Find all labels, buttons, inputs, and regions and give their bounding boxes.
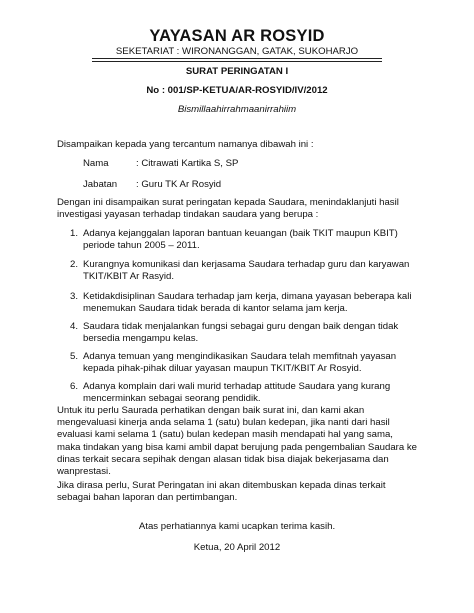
date-line: Ketua, 20 April 2012 [193, 542, 281, 553]
list-item-number: 6. [70, 381, 79, 392]
organization-address: SEKETARIAT : WIRONANGGAN, GATAK, SUKOHARJO [115, 46, 359, 57]
thanks-line: Atas perhatiannya kami ucapkan terima kasih. [138, 521, 336, 532]
list-item-number: 3. [70, 291, 79, 302]
list-item-text: Adanya komplain dari wali murid terhadap attitude Saudara yang kurang mencerminkan sebagai seorang pendidik. [83, 381, 391, 405]
recipient-name-label: Nama [83, 158, 109, 169]
list-item-text: Adanya temuan yang mengindikasikan Saudara telah memfitnah yayasan kepada pihak-pihak diluar yayasan maupun TKIT/KBIT Ar Rosyid. [83, 351, 397, 375]
header-divider [92, 58, 382, 59]
list-item-text: Kurangnya komunikasi dan kerjasama Saudara terhadap guru dan karyawan TKIT/KBIT Ar Rasyid. [83, 259, 410, 283]
cc-paragraph: Jika dirasa perlu, Surat Peringatan ini akan ditembuskan kepada dinas terkait sebagai bahan laporan dan pertimbangan. [57, 480, 386, 504]
list-item-text: Ketidakdisiplinan Saudara terhadap jam kerja, dimana yayasan beberapa kali menemukan Saudara tidak berada di kantor selama jam kerja. [83, 291, 412, 315]
organization-name: YAYASAN AR ROSYID [149, 27, 325, 45]
intro-text: Disampaikan kepada yang tercantum namanya dibawah ini : [57, 139, 314, 150]
opening-paragraph: Dengan ini disampaikan surat peringatan kepada Saudara, menindaklanjuti hasil investigasi yayasan terhadap tindakan saudara yang berupa : [57, 197, 399, 221]
closing-paragraph: Untuk itu perlu Saurada perhatikan dengan baik surat ini, dan kami akan mengevaluasi kinerja anda selama 1 (satu) bulan kedepan, jika nanti dari hasil evaluasi kami selama 1 (satu) bulan kedepan masih mendapati hal yang sama, maka tindakan yang bisa kami ambil dapat berujung pada pengembalian Saudara ke dinas terkait secara sepihak dengan alasan tidak bisa diajak bekerjasama dan wanprestasi. [57, 405, 418, 478]
letter-number: No : 001/SP-KETUA/AR-ROSYID/IV/2012 [146, 85, 328, 96]
header-divider-secondary [92, 61, 382, 62]
letter-title: SURAT PERINGATAN I [185, 66, 289, 77]
list-item-number: 5. [70, 351, 79, 362]
list-item-text: Saudara tidak menjalankan fungsi sebagai guru dengan baik dengan tidak bersedia mengampu kelas. [83, 321, 399, 345]
basmalah: Bismillaahirrahmaanirrahiim [177, 104, 297, 115]
list-item-text: Adanya kejanggalan laporan bantuan keuangan (baik TKIT maupun KBIT) periode tahun 2005 – 2011. [83, 228, 398, 252]
recipient-name-value: : Citrawati Kartika S, SP [136, 158, 239, 169]
list-item-number: 4. [70, 321, 79, 332]
list-item-number: 1. [70, 228, 79, 239]
recipient-position-value: : Guru TK Ar Rosyid [136, 179, 222, 190]
recipient-position-label: Jabatan [83, 179, 118, 190]
list-item-number: 2. [70, 259, 79, 270]
